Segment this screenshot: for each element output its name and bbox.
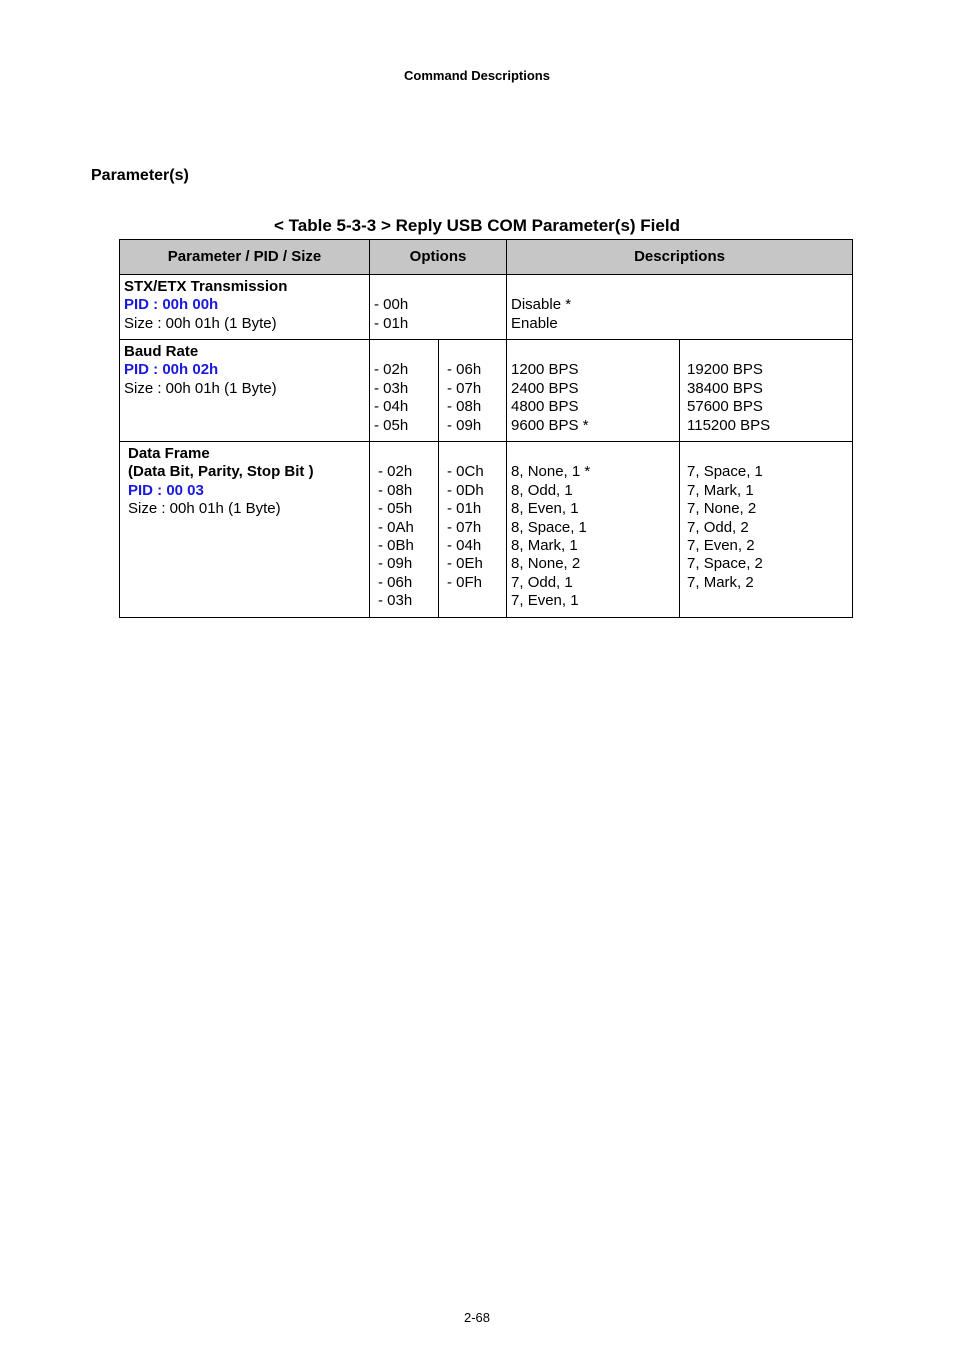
option-value: - 06h bbox=[447, 361, 482, 379]
option-value: - 04h bbox=[447, 537, 482, 555]
running-header: Command Descriptions bbox=[404, 68, 550, 83]
param-name: STX/ETX Transmission bbox=[124, 278, 288, 295]
options-cell bbox=[439, 340, 507, 442]
parameter-table bbox=[119, 239, 853, 618]
description-value: 7, Even, 1 bbox=[511, 592, 579, 610]
option-value: - 0Bh bbox=[378, 537, 414, 555]
option-value: - 0Ch bbox=[447, 463, 484, 481]
param-pid: PID : 00 03 bbox=[128, 481, 204, 499]
descriptions-cell bbox=[680, 442, 853, 618]
description-value: 7, Space, 1 bbox=[687, 463, 763, 481]
option-value: - 06h bbox=[378, 573, 413, 591]
option-value: - 07h bbox=[447, 518, 482, 536]
option-value: - 07h bbox=[447, 379, 482, 397]
description-value: 7, None, 2 bbox=[687, 500, 757, 518]
description-value: 8, None, 2 bbox=[511, 555, 581, 573]
options-cell bbox=[439, 442, 507, 618]
header-descriptions: Descriptions bbox=[507, 240, 853, 275]
table-header-row bbox=[120, 240, 853, 275]
description-value: 9600 BPS * bbox=[511, 416, 589, 434]
description-value: 4800 BPS bbox=[511, 398, 579, 416]
option-value: - 05h bbox=[378, 500, 413, 518]
section-title: Parameter(s) bbox=[91, 167, 189, 184]
description-value: 8, Mark, 1 bbox=[511, 537, 578, 555]
option-value: - 08h bbox=[378, 481, 413, 499]
param-name: Data Frame bbox=[128, 445, 210, 462]
table-caption: < Table 5-3-3 > Reply USB COM Parameter(s) Field bbox=[274, 216, 680, 235]
description-value: 7, Odd, 1 bbox=[511, 573, 573, 591]
description-value: 7, Even, 2 bbox=[687, 537, 755, 555]
param-cell bbox=[120, 442, 370, 618]
option-value: - 0Ah bbox=[378, 518, 414, 536]
table-row bbox=[120, 340, 853, 442]
option-value: - 00h bbox=[374, 296, 409, 314]
option-value: - 02h bbox=[374, 361, 409, 379]
option-value: - 05h bbox=[374, 416, 409, 434]
description-value: 8, Even, 1 bbox=[511, 500, 579, 518]
option-value: - 0Fh bbox=[447, 573, 483, 591]
options-cell bbox=[370, 340, 439, 442]
param-cell bbox=[120, 275, 370, 340]
description-value: 1200 BPS bbox=[511, 361, 579, 379]
table-row bbox=[120, 442, 853, 618]
option-value: - 01h bbox=[447, 500, 482, 518]
description-value: Enable bbox=[511, 314, 558, 332]
option-value: - 03h bbox=[378, 592, 413, 610]
description-value: 7, Space, 2 bbox=[687, 555, 763, 573]
descriptions-cell bbox=[680, 340, 853, 442]
description-value: 2400 BPS bbox=[511, 379, 579, 397]
description-value: 38400 BPS bbox=[687, 379, 763, 397]
param-size: Size : 00h 01h (1 Byte) bbox=[128, 500, 281, 518]
descriptions-cell bbox=[507, 442, 680, 618]
header-options: Options bbox=[370, 240, 507, 275]
description-value: 8, Space, 1 bbox=[511, 518, 587, 536]
options-cell bbox=[370, 442, 439, 618]
description-value: 115200 BPS bbox=[687, 416, 771, 434]
param-pid: PID : 00h 02h bbox=[124, 361, 219, 379]
option-value: - 03h bbox=[374, 379, 409, 397]
descriptions-cell bbox=[507, 275, 853, 340]
description-value: 8, Odd, 1 bbox=[511, 481, 573, 499]
option-value: - 0Dh bbox=[447, 481, 484, 499]
option-value: - 0Eh bbox=[447, 555, 483, 573]
description-value: 7, Odd, 2 bbox=[687, 518, 749, 536]
description-value: 19200 BPS bbox=[687, 361, 763, 379]
page-number: 2-68 bbox=[463, 1310, 491, 1325]
option-value: - 09h bbox=[447, 416, 482, 434]
param-name: Baud Rate bbox=[124, 343, 199, 360]
param-pid: PID : 00h 00h bbox=[124, 296, 219, 314]
descriptions-cell bbox=[507, 340, 680, 442]
description-value: 7, Mark, 2 bbox=[687, 573, 754, 591]
description-value: 8, None, 1 * bbox=[511, 463, 591, 481]
option-value: - 02h bbox=[378, 463, 413, 481]
description-value: 7, Mark, 1 bbox=[687, 481, 754, 499]
options-cell bbox=[370, 275, 507, 340]
option-value: - 09h bbox=[378, 555, 413, 573]
header-parameter: Parameter / PID / Size bbox=[120, 240, 370, 275]
param-cell bbox=[120, 340, 370, 442]
option-value: - 04h bbox=[374, 398, 409, 416]
option-value: - 01h bbox=[374, 314, 409, 332]
description-value: 57600 BPS bbox=[687, 398, 763, 416]
description-value: Disable * bbox=[511, 296, 572, 314]
param-size: Size : 00h 01h (1 Byte) bbox=[124, 314, 277, 332]
option-value: - 08h bbox=[447, 398, 482, 416]
table-row bbox=[120, 275, 853, 340]
param-size: Size : 00h 01h (1 Byte) bbox=[124, 379, 277, 397]
param-subname: (Data Bit, Parity, Stop Bit ) bbox=[128, 463, 314, 481]
